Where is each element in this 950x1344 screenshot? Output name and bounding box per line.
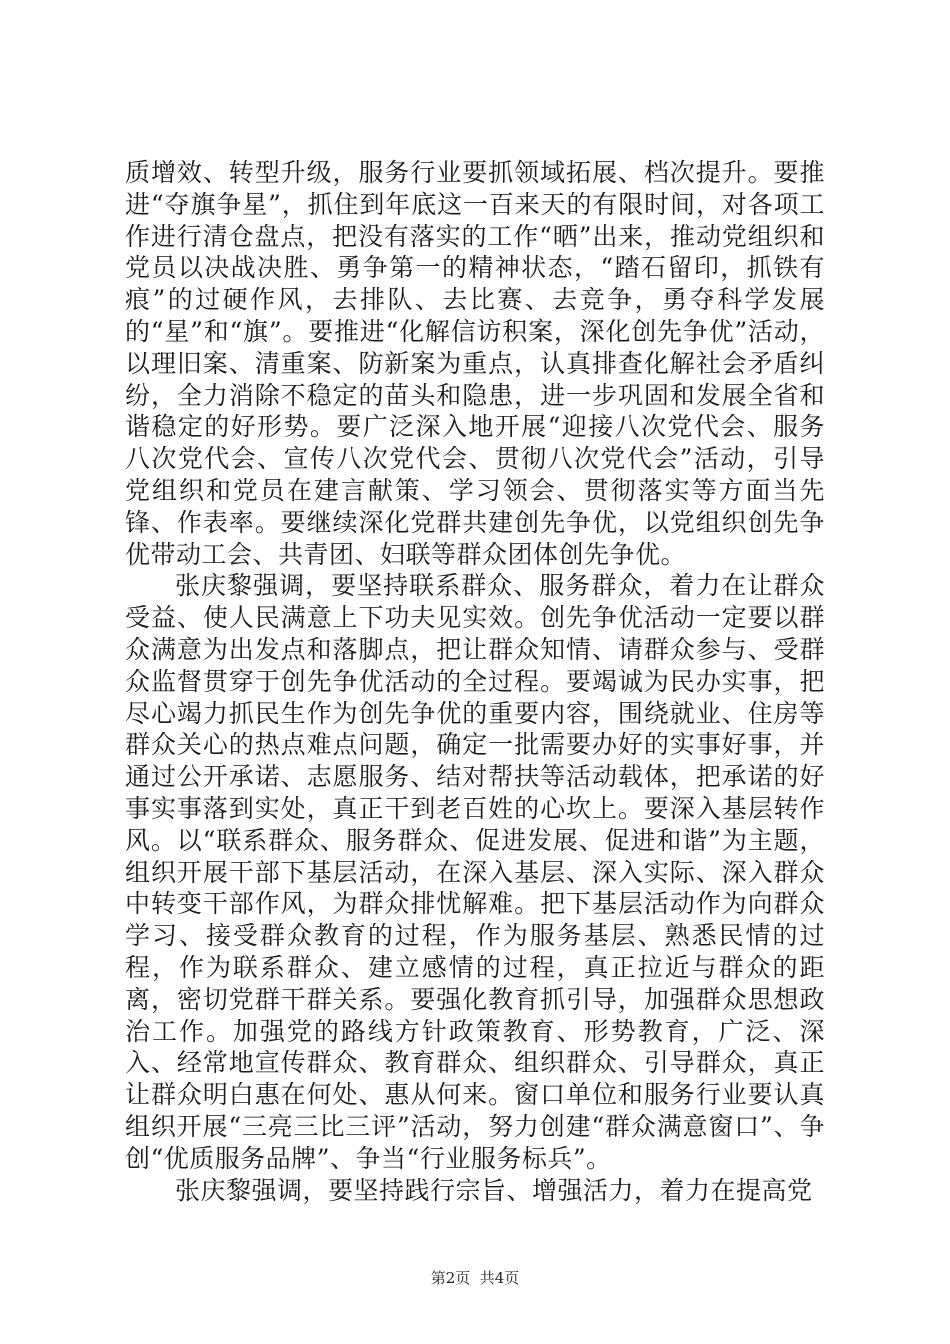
paragraph: 张庆黎强调，要坚持践行宗旨、增强活力，着力在提高党 xyxy=(175,1175,813,1205)
page-number: 第2页 共4页 xyxy=(430,1269,520,1287)
page-footer xyxy=(0,1267,950,1288)
document-body xyxy=(125,157,825,1206)
paragraph-continued: 质增效、转型升级，服务行业要抓领域拓展、档次提升。要推进“夺旗争星”，抓住到年底这一百来天的有限时间，对各项工作进行清仓盘点，把没有落实的工作“晒”出来，推动党组织和党员以决战决胜、勇争第一的精神状态，“踏石留印，抓铁有痕”的过硬作风，去排队、去比赛、去竞争，勇夺科学发展的“星”和“旗”。要推进“化解信访积案，深化创先争优”活动，以理旧案、清重案、防新案为重点，认真排查化解社会矛盾纠纷，全力消除不稳定的苗头和隐患，进一步巩固和发展全省和谐稳定的好形势。要广泛深入地开展“迎接八次党代会、服务八次党代会、宣传八次党代会、贯彻八次党代会”活动，引导党组织和党员在建言献策、学习领会、贯彻落实等方面当先锋、作表率。要继续深化党群共建创先争优，以党组织创先争优带动工会、共青团、妇联等群众团体创先争优。 xyxy=(125,158,825,569)
paragraph: 张庆黎强调，要坚持联系群众、服务群众，着力在让群众受益、使人民满意上下功夫见实效。创先争优活动一定要以群众满意为出发点和落脚点，把让群众知情、请群众参与、受群众监督贯穿于创先争优活动的全过程。要竭诚为民办实事，把尽心竭力抓民生作为创先争优的重要内容，围绕就业、住房等群众关心的热点难点问题，确定一批需要办好的实事好事，并通过公开承诺、志愿服务、结对帮扶等活动载体，把承诺的好事实事落到实处，真正干到老百姓的心坎上。要深入基层转作风。以“联系群众、服务群众、促进发展、促进和谐”为主题，组织开展干部下基层活动，在深入基层、深入实际、深入群众中转变干部作风，为群众排忧解难。把下基层活动作为向群众学习、接受群众教育的过程，作为服务基层、熟悉民情的过程，作为联系群众、建立感情的过程，真正拉近与群众的距离，密切党群干群关系。要强化教育抓引导，加强群众思想政治工作。加强党的路线方针政策教育、形势教育，广泛、深入、经常地宣传群众、教育群众、组织群众、引导群众，真正让群众明白惠在何处、惠从何来。窗口单位和服务行业要认真组织开展“三亮三比三评”活动，努力创建“群众满意窗口”、争创“优质服务品牌”、争当“行业服务标兵”。 xyxy=(125,571,825,1173)
